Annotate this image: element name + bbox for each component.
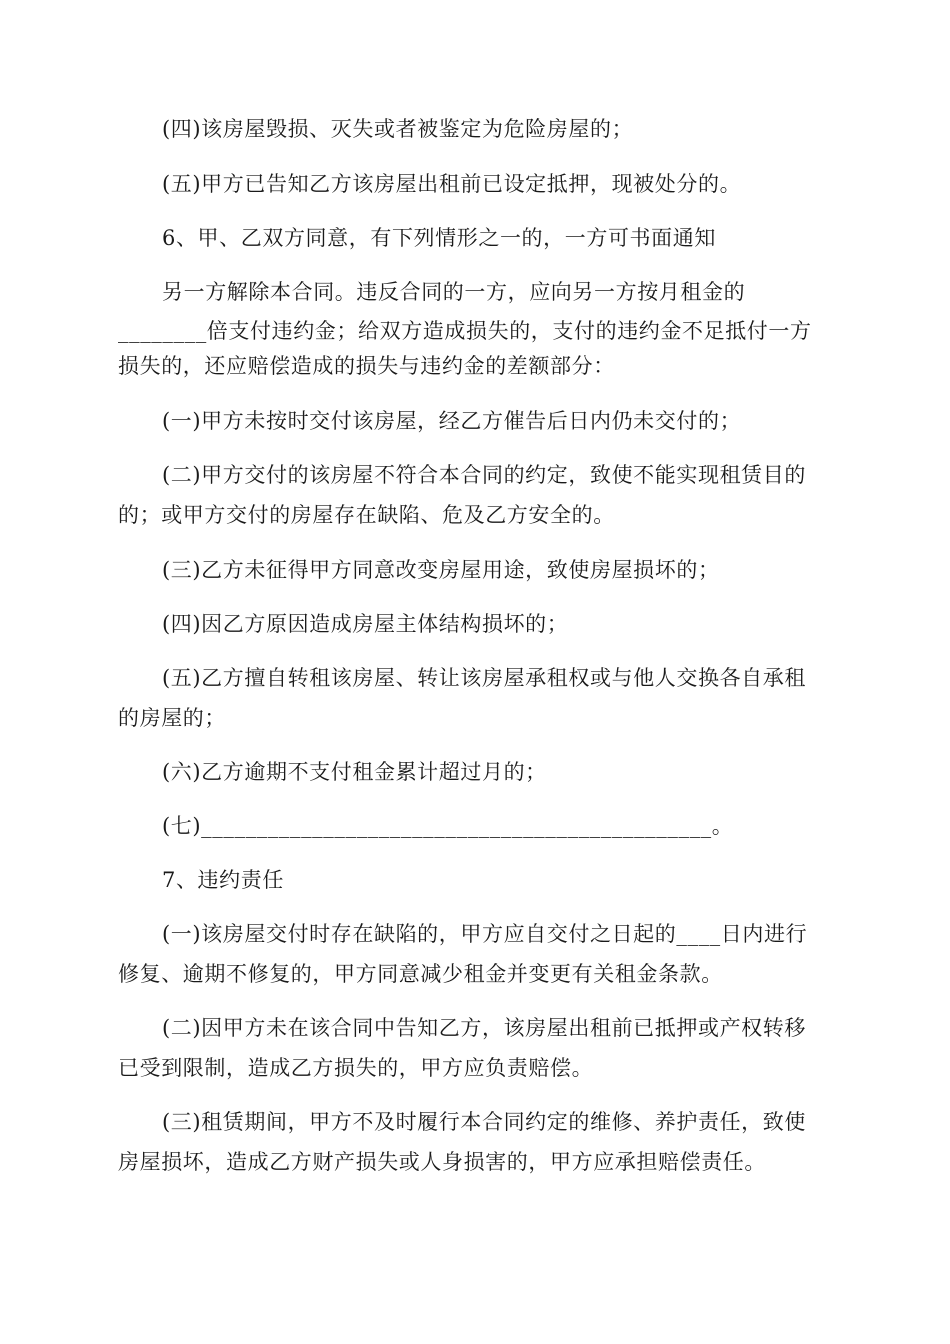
clause-line: 的；或甲方交付的房屋存在缺陷、危及乙方安全的。 (118, 503, 615, 527)
clause-line: (二)因甲方未在该合同中告知乙方，该房屋出租前已抵押或产权转移 (162, 1016, 806, 1040)
clause-line: 房屋损坏，造成乙方财产损失或人身损害的，甲方应承担赔偿责任。 (118, 1150, 766, 1174)
clause-line: (一)该房屋交付时存在缺陷的，甲方应自交付之日起的____日内进行 (162, 922, 808, 946)
clause-line: (三)乙方未征得甲方同意改变房屋用途，致使房屋损坏的； (162, 558, 720, 582)
clause-line: ________倍支付违约金；给双方造成损失的，支付的违约金不足抵付一方 (118, 319, 812, 343)
section-heading: 7、违约责任 (162, 868, 284, 892)
clause-line: (四)该房屋毁损、灭失或者被鉴定为危险房屋的； (162, 117, 634, 141)
clause-line: (五)乙方擅自转租该房屋、转让该房屋承租权或与他人交换各自承租 (162, 666, 806, 690)
clause-line: (一)甲方未按时交付该房屋，经乙方催告后日内仍未交付的； (162, 409, 742, 433)
clause-line: (二)甲方交付的该房屋不符合本合同的约定，致使不能实现租赁目的 (162, 463, 806, 487)
clause-line: 修复、逾期不修复的，甲方同意减少租金并变更有关租金条款。 (118, 962, 723, 986)
section-heading: 6、甲、乙双方同意，有下列情形之一的，一方可书面通知 (162, 226, 716, 250)
clause-line: (五)甲方已告知乙方该房屋出租前已设定抵押，现被处分的。 (162, 172, 742, 196)
clause-line: 损失的，还应赔偿造成的损失与违约金的差额部分： (118, 354, 615, 378)
clause-line: 已受到限制，造成乙方损失的，甲方应负责赔偿。 (118, 1056, 594, 1080)
clause-line: 的房屋的； (118, 706, 226, 730)
clause-line: 另一方解除本合同。违反合同的一方，应向另一方按月租金的 (162, 280, 746, 304)
clause-line: (七)______________________________________________。 (162, 814, 734, 838)
clause-line: (三)租赁期间，甲方不及时履行本合同约定的维修、养护责任，致使 (162, 1110, 806, 1134)
clause-line: (六)乙方逾期不支付租金累计超过月的； (162, 760, 547, 784)
clause-line: (四)因乙方原因造成房屋主体结构损坏的； (162, 612, 569, 636)
